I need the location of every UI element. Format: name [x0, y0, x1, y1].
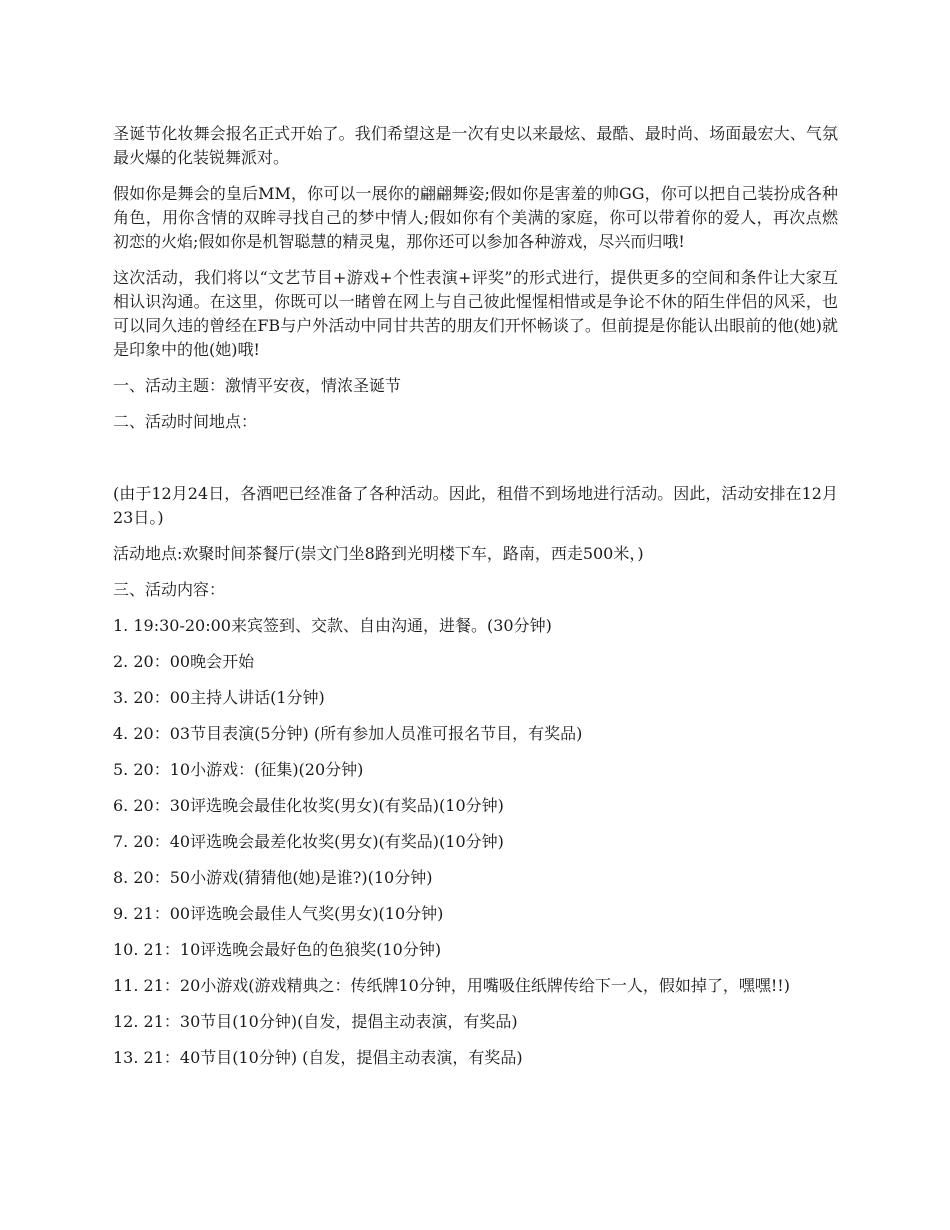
intro-paragraph-1: 圣诞节化妆舞会报名正式开始了。我们希望这是一次有史以来最炫、最酷、最时尚、场面最宏大、气氛最火爆的化装锐舞派对。 [113, 124, 838, 167]
document-page [113, 122, 838, 1082]
schedule-item: 3. 20：00主持人讲话(1分钟) [113, 688, 325, 707]
schedule-item: 13. 21：40节目(10分钟) (自发，提倡主动表演，有奖品) [113, 1048, 523, 1067]
schedule-item: 10. 21：10评选晚会最好色的色狼奖(10分钟) [113, 940, 442, 959]
schedule-item: 4. 20：03节目表演(5分钟) (所有参加人员准可报名节目，有奖品) [113, 724, 583, 743]
schedule-item: 5. 20：10小游戏：(征集)(20分钟) [113, 760, 364, 779]
schedule-item: 7. 20：40评选晚会最差化妆奖(男女)(有奖品)(10分钟) [113, 832, 504, 851]
schedule-item: 2. 20：00晚会开始 [113, 652, 255, 671]
schedule-item: 9. 21：00评选晚会最佳人气奖(男女)(10分钟) [113, 904, 444, 923]
time-note: (由于12月24日，各酒吧已经准备了各种活动。因此，租借不到场地进行活动。因此，活动安排在12月23日。) [113, 484, 838, 527]
time-place-heading: 二、活动时间地点： [113, 412, 258, 431]
schedule-item: 11. 21：20小游戏(游戏精典之：传纸牌10分钟，用嘴吸住纸牌传给下一人，假如掉了，嘿嘿!!) [113, 976, 790, 995]
venue-line: 活动地点:欢聚时间茶餐厅(崇文门坐8路到光明楼下车，路南，西走500米，) [113, 544, 644, 563]
schedule-item: 8. 20：50小游戏(猜猜他(她)是谁?)(10分钟) [113, 868, 433, 887]
content-heading: 三、活动内容： [113, 580, 226, 599]
schedule-item: 6. 20：30评选晚会最佳化妆奖(男女)(有奖品)(10分钟) [113, 796, 504, 815]
schedule-item: 1. 19:30-20:00来宾签到、交款、自由沟通，进餐。(30分钟) [113, 616, 552, 635]
intro-paragraph-2: 假如你是舞会的皇后MM，你可以一展你的翩翩舞姿;假如你是害羞的帅GG，你可以把自己装扮成各种角色，用你含情的双眸寻找自己的梦中情人;假如你有个美满的家庭，你可以带着你的爱人，再次点燃初恋的火焰;假如你是机智聪慧的精灵鬼，那你还可以参加各种游戏，尽兴而归哦! [113, 184, 838, 251]
intro-paragraph-3: 这次活动，我们将以“文艺节目+游戏+个性表演+评奖”的形式进行，提供更多的空间和条件让大家互相认识沟通。在这里，你既可以一睹曾在网上与自己彼此惺惺相惜或是争论不休的陌生伴侣的风采，也可以同久违的曾经在FB与户外活动中同甘共苦的朋友们开怀畅谈了。但前提是你能认出眼前的他(她)就是印象中的他(她)哦! [113, 268, 838, 359]
schedule-item: 12. 21：30节目(10分钟)(自发，提倡主动表演，有奖品) [113, 1012, 518, 1031]
blank-gap [113, 446, 838, 482]
theme-heading: 一、活动主题：激情平安夜，情浓圣诞节 [113, 376, 402, 395]
